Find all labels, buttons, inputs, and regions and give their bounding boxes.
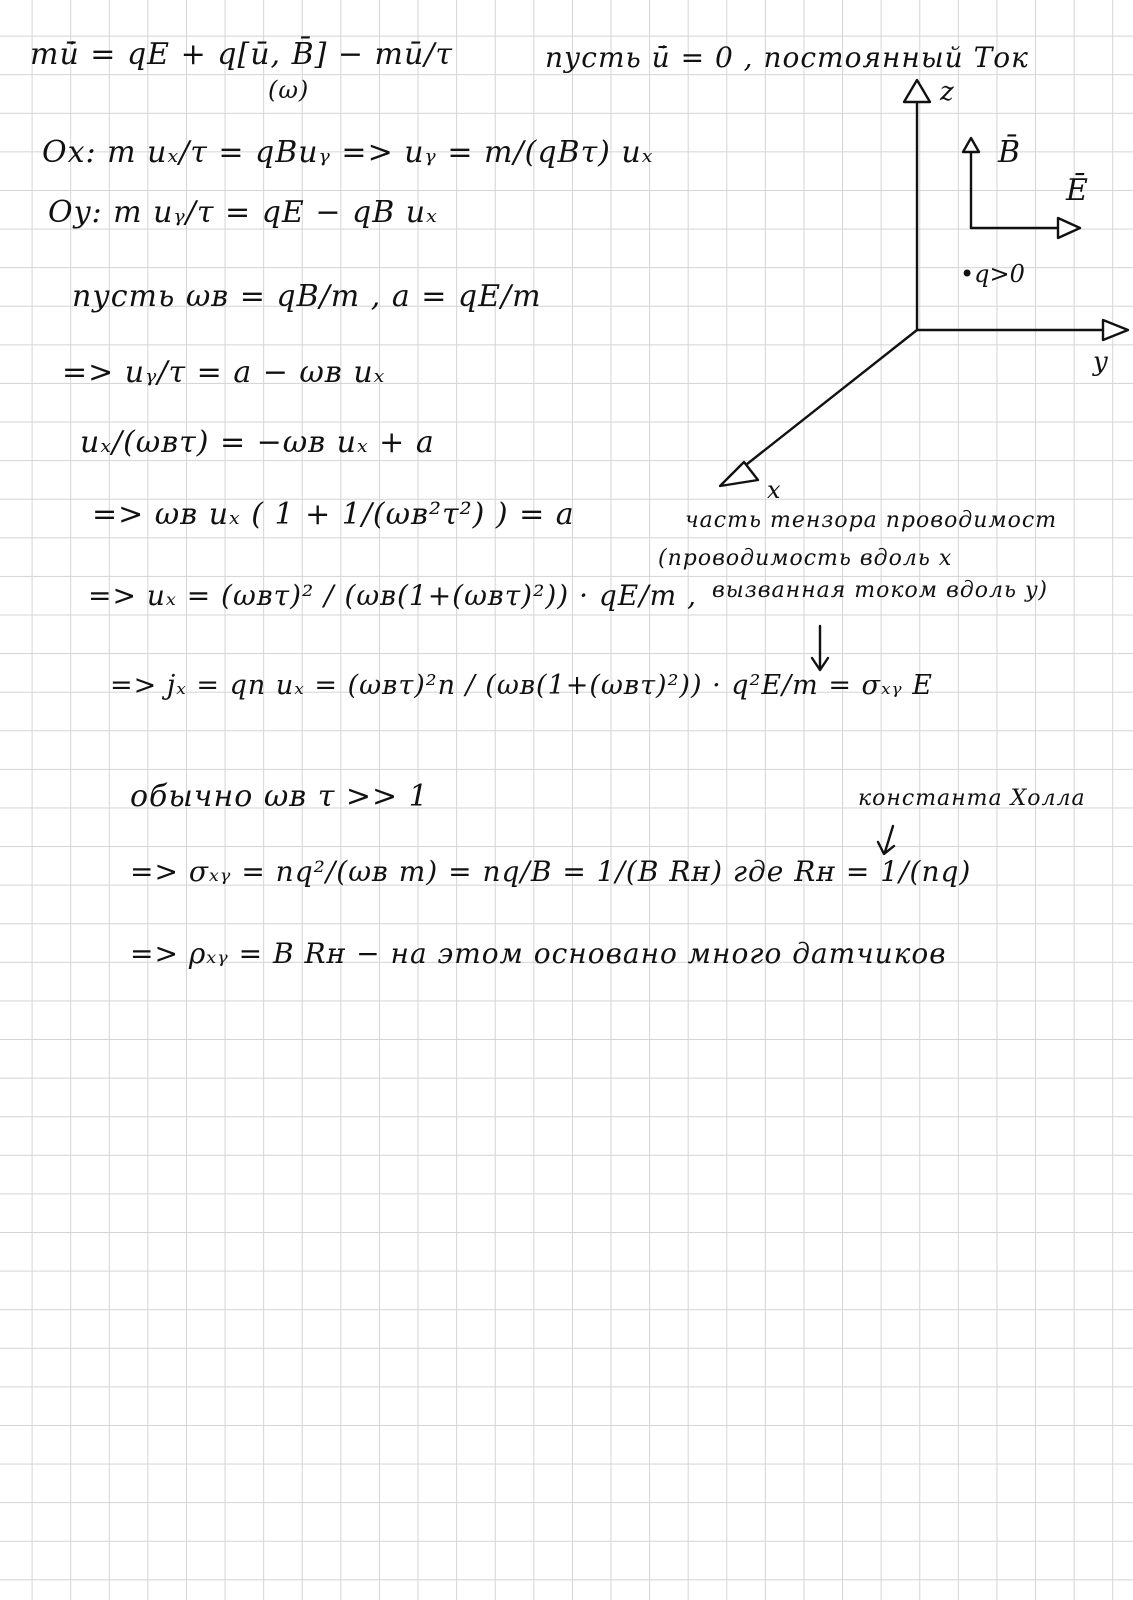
equation-of-motion: mū̇ = qE + q[ū, B̄] − mū/τ: [30, 37, 454, 72]
definitions-line: пусть ωʙ = qB/m , a = qE/m: [72, 279, 542, 314]
y-axis-label: y: [1093, 347, 1108, 377]
tensor-detail-note-2: вызванная током вдоль y): [712, 578, 1049, 603]
b-vector-arrowhead: [963, 138, 979, 152]
derived-ux-line: uₓ/(ωʙτ) = −ωʙ uₓ + a: [80, 425, 435, 460]
x-axis-label: x: [767, 476, 781, 504]
hall-constant-note: константа Холла: [858, 786, 1086, 811]
z-axis-arrowhead: [904, 80, 930, 102]
current-density-line: => jₓ = qn uₓ = (ωʙτ)²n / (ωʙ(1+(ωʙτ)²)) · q²E/m = σₓᵧ E: [110, 670, 934, 701]
omega-subscript-note: (ω): [268, 76, 310, 104]
derived-uy-line: => uᵧ/τ = a − ωʙ uₓ: [62, 355, 386, 390]
x-axis-arrowhead: [720, 462, 758, 486]
tensor-detail-note-1: (проводимость вдоль x: [658, 546, 953, 571]
stationary-current-condition: пусть ū̇ = 0 , постоянный Ток: [545, 41, 1029, 74]
ux-solution-line: => uₓ = (ωʙτ)² / (ωʙ(1+(ωʙτ)²)) · qE/m ,: [88, 579, 698, 612]
rho-xy-line: => ρₓᵧ = B Rʜ − на этом основано много датчиков: [130, 937, 947, 970]
charge-label: •q>0: [960, 260, 1025, 288]
z-axis-label: z: [940, 77, 954, 107]
usual-regime-line: обычно ωʙ τ >> 1: [130, 779, 429, 814]
y-axis-arrowhead: [1103, 320, 1128, 340]
sigma-xy-line: => σₓᵧ = nq²/(ωʙ m) = nq/B = 1/(B Rʜ) где Rʜ = 1/(nq): [130, 855, 972, 888]
combined-equation-line: => ωʙ uₓ ( 1 + 1/(ωʙ²τ²) ) = a: [92, 497, 575, 532]
e-vector-label: Ē: [1066, 173, 1088, 208]
tensor-part-note: часть тензора проводимост: [685, 508, 1058, 533]
e-vector-arrowhead: [1058, 218, 1080, 238]
b-vector-label: B̄: [998, 135, 1021, 170]
x-axis-line: [742, 330, 917, 468]
oy-equation: Oy: m uᵧ/τ = qE − qB uₓ: [48, 195, 438, 230]
ox-equation: Ox: m uₓ/τ = qBuᵧ => uᵧ = m/(qBτ) uₓ: [42, 135, 654, 170]
